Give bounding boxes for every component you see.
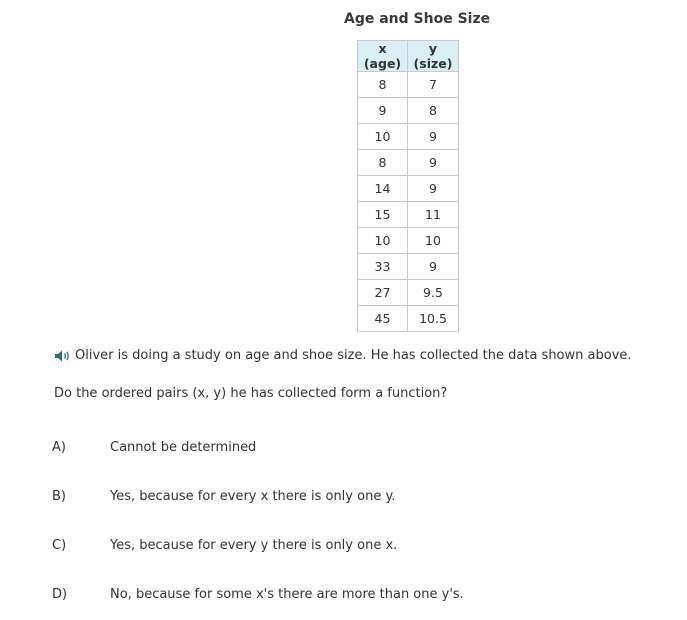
column-header-x: x (age) bbox=[358, 41, 408, 72]
table-cell-x: 27 bbox=[358, 280, 408, 306]
choice-letter: B) bbox=[52, 489, 66, 504]
table-row bbox=[358, 254, 459, 280]
choice-text: Cannot be determined bbox=[110, 440, 257, 455]
table-cell-x: 8 bbox=[358, 72, 408, 98]
prompt-line bbox=[54, 348, 632, 363]
choice-text: Yes, because for every x there is only one y. bbox=[110, 489, 396, 504]
table-row bbox=[358, 202, 459, 228]
table-row bbox=[358, 72, 459, 98]
table-row bbox=[358, 228, 459, 254]
table-cell-y: 11 bbox=[408, 202, 459, 228]
choice-letter: C) bbox=[52, 538, 67, 553]
table-row bbox=[358, 98, 459, 124]
table-cell-x: 45 bbox=[358, 306, 408, 332]
table-cell-y: 9 bbox=[408, 150, 459, 176]
question-text: Do the ordered pairs (x, y) he has collected form a function? bbox=[54, 386, 448, 401]
table-title: Age and Shoe Size bbox=[344, 11, 491, 27]
choice-text: No, because for some x's there are more than one y's. bbox=[110, 587, 464, 602]
table-cell-x: 9 bbox=[358, 98, 408, 124]
table-header-row bbox=[358, 41, 459, 72]
table-row bbox=[358, 176, 459, 202]
choice-letter: D) bbox=[52, 587, 68, 602]
table-cell-y: 10 bbox=[408, 228, 459, 254]
table-cell-x: 8 bbox=[358, 150, 408, 176]
table-cell-x: 33 bbox=[358, 254, 408, 280]
choice-text: Yes, because for every y there is only one x. bbox=[110, 538, 398, 553]
table-row bbox=[358, 306, 459, 332]
column-header-y: y (size) bbox=[408, 41, 459, 72]
age-shoe-size-table bbox=[357, 40, 459, 332]
table-cell-y: 8 bbox=[408, 98, 459, 124]
table-cell-y: 9 bbox=[408, 254, 459, 280]
table-cell-y: 9 bbox=[408, 176, 459, 202]
table-cell-y: 9 bbox=[408, 124, 459, 150]
table-cell-x: 10 bbox=[358, 228, 408, 254]
choice-letter: A) bbox=[52, 440, 66, 455]
table-cell-y: 9.5 bbox=[408, 280, 459, 306]
table-row bbox=[358, 280, 459, 306]
table-cell-x: 10 bbox=[358, 124, 408, 150]
table-row bbox=[358, 124, 459, 150]
speaker-icon[interactable] bbox=[54, 349, 72, 363]
prompt-text: Oliver is doing a study on age and shoe size. He has collected the data shown above. bbox=[75, 348, 632, 363]
table-cell-y: 7 bbox=[408, 72, 459, 98]
table-cell-x: 14 bbox=[358, 176, 408, 202]
table-cell-x: 15 bbox=[358, 202, 408, 228]
table-cell-y: 10.5 bbox=[408, 306, 459, 332]
table-row bbox=[358, 150, 459, 176]
